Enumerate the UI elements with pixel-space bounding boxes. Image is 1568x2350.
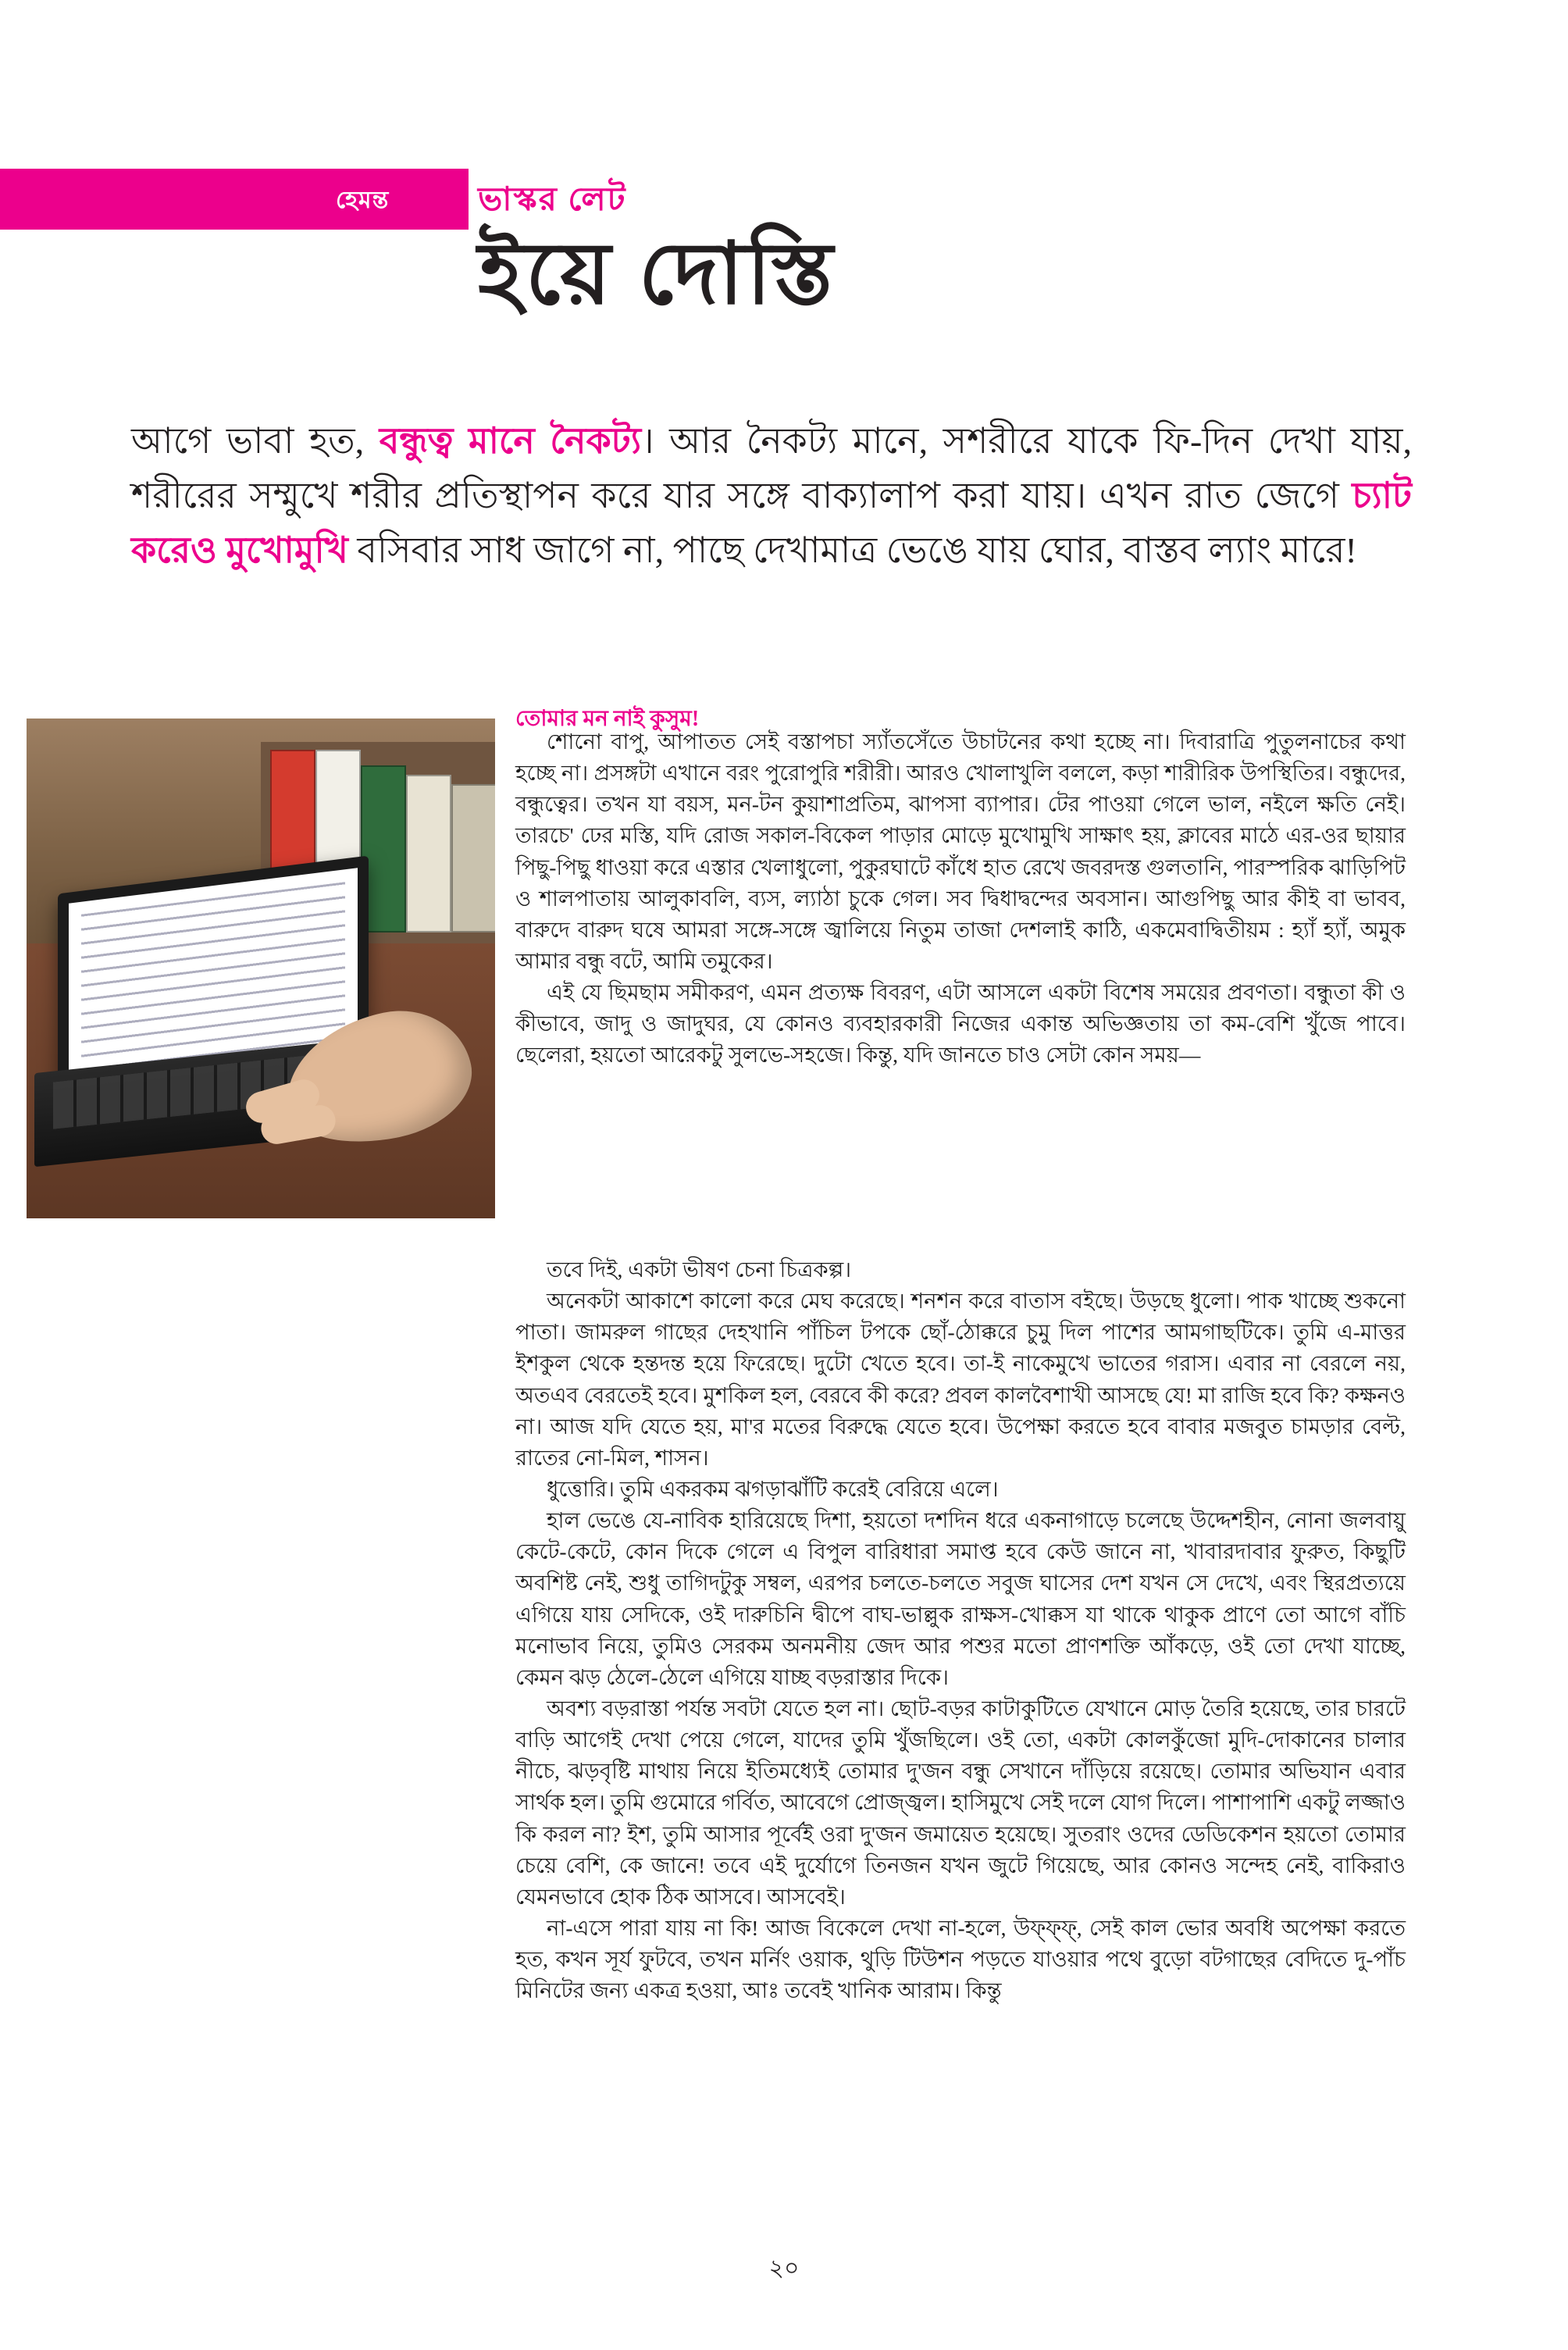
- body-paragraph: অবশ্য বড়রাস্তা পর্যন্ত সবটা যেতে হল না। ছোট-বড়র কাটাকুটিতে যেখানে মোড় তৈরি হয়েছে, তার চারটে বাড়ি আগেই দেখা পেয়ে গেলে, যাদের তুমি খুঁজছিলে। ওই তো, একটা কোলকুঁজো মুদি-দোকানের চালার নীচে, ঝড়বৃষ্টি মাথায় নিয়ে ইতিমধ্যেই তোমার দু'জন বন্ধু সেখানে দাঁড়িয়ে রয়েছে। তোমার অভিযান এবার সার্থক হল। তুমি গুমোরে গর্বিত, আবেগে প্রোজ্জ্বল। হাসিমুখে সেই দলে যোগ দিলে। পাশাপাশি একটু লজ্জাও কি করল না? ইশ, তুমি আসার পূর্বেই ওরা দু'জন জমায়েত হয়েছে। সুতরাং ওদের ডেডিকেশন হয়তো তোমার চেয়ে বেশি, কে জানে! তবে এই দুর্যোগে তিনজন যখন জুটে গিয়েছে, আর কোনও সন্দেহ নেই, বাকিরাও যেমনভাবে হোক ঠিক আসবে। আসবেই।: [515, 1696, 1406, 1909]
- standfirst-highlight-1: বন্ধুত্ব মানে নৈকট্য: [379, 421, 642, 461]
- standfirst-part-2: । আর নৈকট্য মানে, সশরীরে যাকে ফি-দিন দেখা যায়, শরীরের সম্মুখে শরীর প্রতিস্থাপন করে যার সঙ্গে বাক্যালাপ করা যায়। এখন রাত জেগে: [131, 421, 1412, 515]
- body-column-full: [515, 1234, 1406, 2006]
- body-paragraph: না-এসে পারা যায় না কি! আজ বিকেলে দেখা না-হলে, উফ্‌ফ্‌ফ্‌, সেই কাল ভোর অবধি অপেক্ষা করতে হত, কখন সূর্য ফুটবে, তখন মর্নিং ওয়াক, থুড়ি টিউশন পড়তে যাওয়ার পথে বুড়ো বটগাছের বেদিতে দু-পাঁচ মিনিটের জন্য একত্র হওয়া, আঃ তবেই খানিক আরাম। কিন্তু: [515, 1915, 1406, 2003]
- body-paragraph: এই যে ছিমছাম সমীকরণ, এমন প্রত্যক্ষ বিবরণ, এটা আসলে একটা বিশেষ সময়ের প্রবণতা। বন্ধুতা কী ও কীভাবে, জাদু ও জাদুঘর, যে কোনও ব্যবহারকারী নিজের একান্ত অভিজ্ঞতায় তা কম-বেশি খুঁজে পাবে। ছেলেরা, হয়তো আরেকটু সুলভে-সহজে। কিন্তু, যদি জানতে চাও সেটা কোন সময়—: [515, 980, 1406, 1068]
- photo-book: [451, 784, 495, 933]
- body-paragraph: হাল ভেঙে যে-নাবিক হারিয়েছে দিশা, হয়তো দশদিন ধরে একনাগাড়ে চলেছে উদ্দেশহীন, নোনা জলবায়ু কেটে-কেটে, কোন দিকে গেলে এ বিপুল বারিধারা সমাপ্ত হবে কেউ জানে না, খাবারদাবার ফুরুত, কিছুটি অবশিষ্ট নেই, শুধু তাগিদটুকু সম্বল, এরপর চলতে-চলতে সবুজ ঘাসের দেশ যখন সে দেখে, এবং স্থিরপ্রত্যয়ে এগিয়ে যায় সেদিকে, ওই দারুচিনি দ্বীপে বাঘ-ভাল্লুক রাক্ষস-খোক্কস যা থাকে থাকুক প্রাণে তো আগে বাঁচি মনোভাব নিয়ে, তুমিও সেরকম অনমনীয় জেদ আর পশুর মতো প্রাণশক্তি আঁকড়ে, ওই তো দেখা যাচ্ছে, কেমন ঝড় ঠেলে-ঠেলে এগিয়ে যাচ্ছ বড়রাস্তার দিকে।: [515, 1508, 1406, 1689]
- body-paragraph: তবে দিই, একটা ভীষণ চেনা চিত্রকল্প।: [547, 1257, 852, 1282]
- body-paragraph: অনেকটা আকাশে কালো করে মেঘ করেছে। শনশন করে বাতাস বইছে। উড়ছে ধুলো। পাক খাচ্ছে শুকনো পাতা। জামরুল গাছের দেহখানি পাঁচিল টপকে ছোঁ-ঠোক্করে চুমু দিল পাশের আমগাছটিকে। তুমি এ-মাত্তর ইশকুল থেকে হন্তদন্ত হয়ে ফিরেছে। দুটো খেতে হবে। তা-ই নাকেমুখে ভাতের গরাস। এবার না বেরলে নয়, অতএব বেরতেই হবে। মুশকিল হল, বেরবে কী করে? প্রবল কালবৈশাখী আসছে যে! মা রাজি হবে কি? কক্ষনও না। আজ যদি যেতে হয়, মা'র মতের বিরুদ্ধে যেতে হবে। উপেক্ষা করতে হবে বাবার মজবুত চামড়ার বেল্ট, রাতের নো-মিল, শাসন।: [515, 1289, 1406, 1470]
- standfirst-part-1: আগে ভাবা হত,: [131, 421, 380, 461]
- page-number: ২০: [768, 2256, 800, 2281]
- article-photo: [27, 719, 495, 1218]
- article-kicker: তোমার মন নাই কুসুম!: [515, 707, 700, 731]
- author-byline: ভাস্কর লেট: [478, 182, 627, 218]
- photo-book: [406, 775, 451, 933]
- body-column-right: [515, 726, 1406, 1072]
- section-label: হেমন্ত: [336, 187, 390, 213]
- standfirst-part-3: বসিবার সাধ জাগে না, পাছে দেখামাত্র ভেঙে যায় ঘোর, বাস্তব ল্যাং মারে!: [347, 530, 1357, 570]
- page-title: ইয়ে দোস্তি: [478, 226, 836, 322]
- body-paragraph: শোনো বাপু, আপাতত সেই বস্তাপচা স্যাঁতসেঁতে উচাটনের কথা হচ্ছে না। দিবারাত্রি পুতুলনাচের কথা হচ্ছে না। প্রসঙ্গটা এখানে বরং পুরোপুরি শরীরী। আরও খোলাখুলি বললে, কড়া শারীরিক উপস্থিতির। বন্ধুদের, বন্ধুত্বের। তখন যা বয়স, মন-টন কুয়াশাপ্রতিম, ঝাপসা ব্যাপার। টের পাওয়া গেলে ভাল, নইলে ক্ষতি নেই। তারচে' ঢের মস্তি, যদি রোজ সকাল-বিকেল পাড়ার মোড়ে মুখোমুখি সাক্ষাৎ হয়, ক্লাবের মাঠে এর-ওর ছায়ার পিছু-পিছু ধাওয়া করে এস্তার খেলাধুলো, পুকুরঘাটে কাঁধে হাত রেখে জবরদস্ত গুলতানি, পারস্পরিক ঝাড়িপিট ও শালপাতায় আলুকাবলি, ব্যস, ল্যাঠা চুকে গেল। সব দ্বিধাদ্বন্দের অবসান। আগুপিছু আর কীই বা ভাবব, বারুদে বারুদ ঘষে আমরা সঙ্গে-সঙ্গে জ্বালিয়ে নিতুম তাজা দেশলাই কাঠি, একমেবাদ্বিতীয়ম : হ্যাঁ হ্যাঁ, অমুক আমার বন্ধু বটে, আমি তমুকের।: [515, 729, 1406, 973]
- body-paragraph: ধুত্তোরি। তুমি একরকম ঝগড়াঝাঁটি করেই বেরিয়ে এলে।: [547, 1476, 999, 1501]
- standfirst: [131, 414, 1412, 578]
- standfirst-highlight-2: চ্যাট করেও মুখোমুখি: [131, 475, 1412, 570]
